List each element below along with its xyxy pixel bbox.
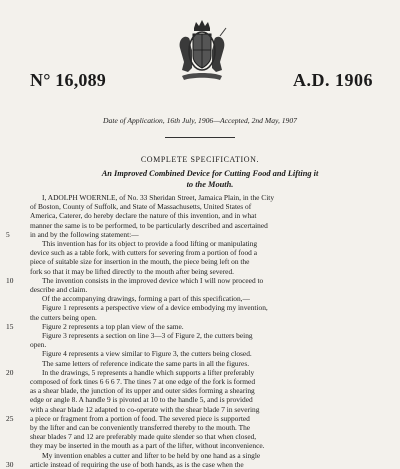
- body-line: Figure 4 represents a view similar to Figure 3, the cutters being closed.: [42, 349, 252, 359]
- body-line: Figure 2 represents a top plan view of the same.: [42, 321, 184, 331]
- patent-header: [0, 0, 400, 110]
- body-line: the cutters being open.: [30, 312, 97, 322]
- body-line: piece of suitable size for insertion in the mouth, the piece being left on the: [30, 257, 250, 267]
- specification-body: [30, 193, 390, 469]
- body-line: Of the accompanying drawings, forming a part of this specification,—: [42, 294, 250, 304]
- body-line: This invention has for its object to provide a food lifting or manipulating: [42, 239, 258, 249]
- body-line: shear blades 7 and 12 are preferably made quite slender so that when closed,: [30, 432, 257, 442]
- body-line: My invention enables a cutter and lifter to be held by one hand as a single: [42, 450, 261, 460]
- body-line: article instead of requiring the use of both hands, as is the case when the: [30, 459, 244, 469]
- spec-heading: COMPLETE SPECIFICATION.: [140, 155, 260, 164]
- body-line: by the lifter and can be conveniently transferred thereby to the mouth. The: [30, 423, 251, 433]
- body-line: In the drawings, 5 represents a handle which supports a lifter preferably: [42, 367, 255, 377]
- body-line: The same letters of reference indicate the same parts in all the figures.: [42, 358, 250, 368]
- year-label: A.D. 1906: [293, 70, 373, 90]
- body-line: manner the same is to be performed, to be particularly described and ascertained: [30, 220, 268, 230]
- body-line: The invention consists in the improved device which I will now proceed to: [42, 275, 264, 285]
- body-line: device such as a table fork, with cutters for severing from a portion of food a: [30, 248, 257, 258]
- line-number: 15: [6, 321, 14, 331]
- divider: [165, 137, 235, 138]
- body-line: describe and claim.: [30, 285, 88, 295]
- body-line: with a shear blade 12 adapted to co-operate with the shear blade 7 in severing: [30, 404, 260, 414]
- body-line: as a shear blade, the junction of its upper and outer sides forming a shearing: [30, 386, 255, 396]
- body-line: of Boston, County of Suffolk, and State of Massachusetts, United States of: [30, 202, 252, 212]
- patent-number: N° 16,089: [30, 70, 106, 90]
- body-line: in and by the following statement:—: [30, 229, 139, 239]
- body-line: Figure 3 represents a section on line 3—3 of Figure 2, the cutters being: [42, 331, 253, 341]
- body-line: Figure 1 represents a perspective view of a device embodying my invention,: [42, 303, 268, 313]
- body-line: I, ADOLPH WOERNLE, of No. 33 Sheridan Street, Jamaica Plain, in the City: [42, 193, 275, 202]
- application-dates: Date of Application, 16th July, 1906—Accepted, 2nd May, 1907: [103, 116, 297, 125]
- body-line: edge or angle 8. A handle 9 is pivoted at 10 to the handle 5, and is provided: [30, 395, 253, 405]
- line-number: 10: [6, 275, 14, 285]
- body-line: a piece or fragment from a portion of food. The severed piece is supported: [30, 413, 250, 423]
- body-line: fork so that it may be lifted directly to the mouth after being severed.: [30, 266, 235, 276]
- body-line: open.: [30, 340, 47, 350]
- invention-title-line-1: An Improved Combined Device for Cutting Food and Lifting it: [101, 169, 319, 178]
- invention-title: [40, 168, 380, 190]
- body-line: composed of fork tines 6 6 6 7. The tines 7 at one edge of the fork is formed: [30, 377, 256, 387]
- line-number: 20: [6, 367, 14, 377]
- line-number: 5: [6, 229, 10, 239]
- body-line: America, Caterer, do hereby declare the nature of this invention, and in what: [30, 211, 257, 221]
- royal-coat-of-arms-icon: [176, 18, 228, 84]
- body-line: they may be inserted in the mouth as a part of the lifter, without inconvenience.: [30, 441, 265, 451]
- invention-title-line-2: to the Mouth.: [186, 180, 234, 189]
- line-number: 30: [6, 459, 14, 469]
- line-number: 25: [6, 413, 14, 423]
